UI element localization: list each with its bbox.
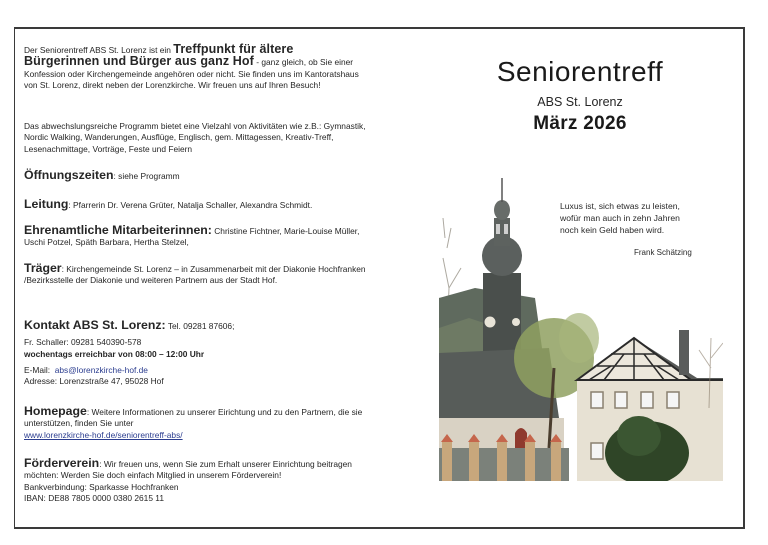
intro-section — [24, 44, 374, 91]
page-title: Seniorentreff — [496, 56, 664, 87]
contact-heading: Kontakt ABS St. Lorenz: — [24, 318, 166, 332]
quote-line-1: Luxus ist, sich etwas zu leisten, — [560, 201, 680, 211]
volunteers-section — [24, 225, 374, 249]
intro-paragraph — [24, 44, 374, 91]
volunteers-heading: Ehrenamtliche Mitarbeiterinnen: — [24, 223, 212, 237]
traeger-heading: Träger — [24, 261, 62, 275]
page-subtitle: ABS St. Lorenz — [537, 95, 623, 109]
foerderverein-heading: Förderverein — [24, 456, 100, 470]
foerderverein-section — [24, 458, 374, 504]
intro-highlight-1: Treffpunkt für ältere — [173, 42, 294, 56]
bank-info: Bankverbindung: Sparkasse Hochfranken — [24, 481, 179, 492]
opening-hours-text: : siehe Programm — [113, 171, 180, 181]
opening-hours-heading: Öffnungszeiten — [24, 168, 114, 182]
leitung-section — [24, 199, 374, 211]
volunteers-text: Christine Fichtner, Marie-Louise Müller, Uschi Potzel, Späth Barbara, Hertha Stelzel, — [24, 226, 360, 248]
homepage-link[interactable]: www.lorenzkirche-hof.de/seniorentreff-abs/ — [24, 429, 183, 440]
program-text: Das abwechslungsreiche Programm bietet eine Vielzahl von Aktivitäten wie z.B.: Gymnastik, Nordic Walking, Wanderungen, Ausflüge, Englisch, gem. Mittagessen, Kreativ-Treff, Lesenachmittage, Vorträge, Feste und Feiern — [24, 121, 366, 154]
contact-hours: wochentags erreichbar von 08:00 – 12:00 Uhr — [24, 348, 205, 359]
email-link[interactable]: abs@lorenzkirche-hof.de — [54, 364, 148, 375]
email-label: E-Mail: — [24, 364, 55, 375]
homepage-section — [24, 406, 374, 441]
iban: IBAN: DE88 7805 0000 0380 2615 11 — [24, 492, 165, 503]
foerderverein-text: : Wir freuen uns, wenn Sie zum Erhalt unserer Einrichtung beitragen möchten: Werden Sie doch einfach Mitglied in unserem Förderverein! — [24, 459, 352, 481]
quote — [560, 201, 730, 236]
traeger-section — [24, 263, 374, 287]
quote-line-2: wofür man auch in zehn Jahren — [560, 212, 680, 223]
quote-author: Frank Schätzing — [634, 248, 692, 257]
contact-schaller-phone: Fr. Schaller: 09281 540390-578 — [24, 337, 142, 348]
leitung-heading: Leitung — [24, 197, 69, 211]
leitung-text: : Pfarrerin Dr. Verena Grüter, Natalja Schaller, Alexandra Schmidt. — [68, 200, 313, 210]
page-date: März 2026 — [533, 113, 627, 134]
intro-highlight-2: Bürgerinnen und Bürger aus ganz Hof — [24, 54, 254, 69]
traeger-text: : Kirchengemeinde St. Lorenz – in Zusammenarbeit mit der Diakonie Hochfranken /Bezirksstelle der Diakonie und weiteren Partnern aus der Stadt Hof. — [24, 264, 366, 286]
opening-hours-section — [24, 170, 374, 182]
contact-phone: Tel. 09281 87606; — [165, 321, 235, 331]
contact-section — [24, 320, 374, 387]
contact-address: Adresse: Lorenzstraße 47, 95028 Hof — [24, 376, 164, 387]
homepage-text: : Weitere Informationen zu unserer Eirichtung und zu den Partnern, die sie unterstützen, finden Sie unter — [24, 407, 363, 429]
quote-line-3: noch kein Geld haben wird. — [560, 224, 665, 235]
program-section — [24, 121, 374, 155]
intro-text-1: Der Seniorentreff ABS St. Lorenz ist ein — [24, 45, 174, 55]
homepage-heading: Homepage — [24, 404, 87, 418]
intro-text-2: - ganz gleich, ob Sie einer Konfession oder Kirchengemeinde angehören oder nicht. Sie finden uns im Kantoratshaus von St. Lorenz, direkt neben der Lorenzkirche. Wir freuen uns auf Ihren Besuch! — [24, 57, 359, 90]
